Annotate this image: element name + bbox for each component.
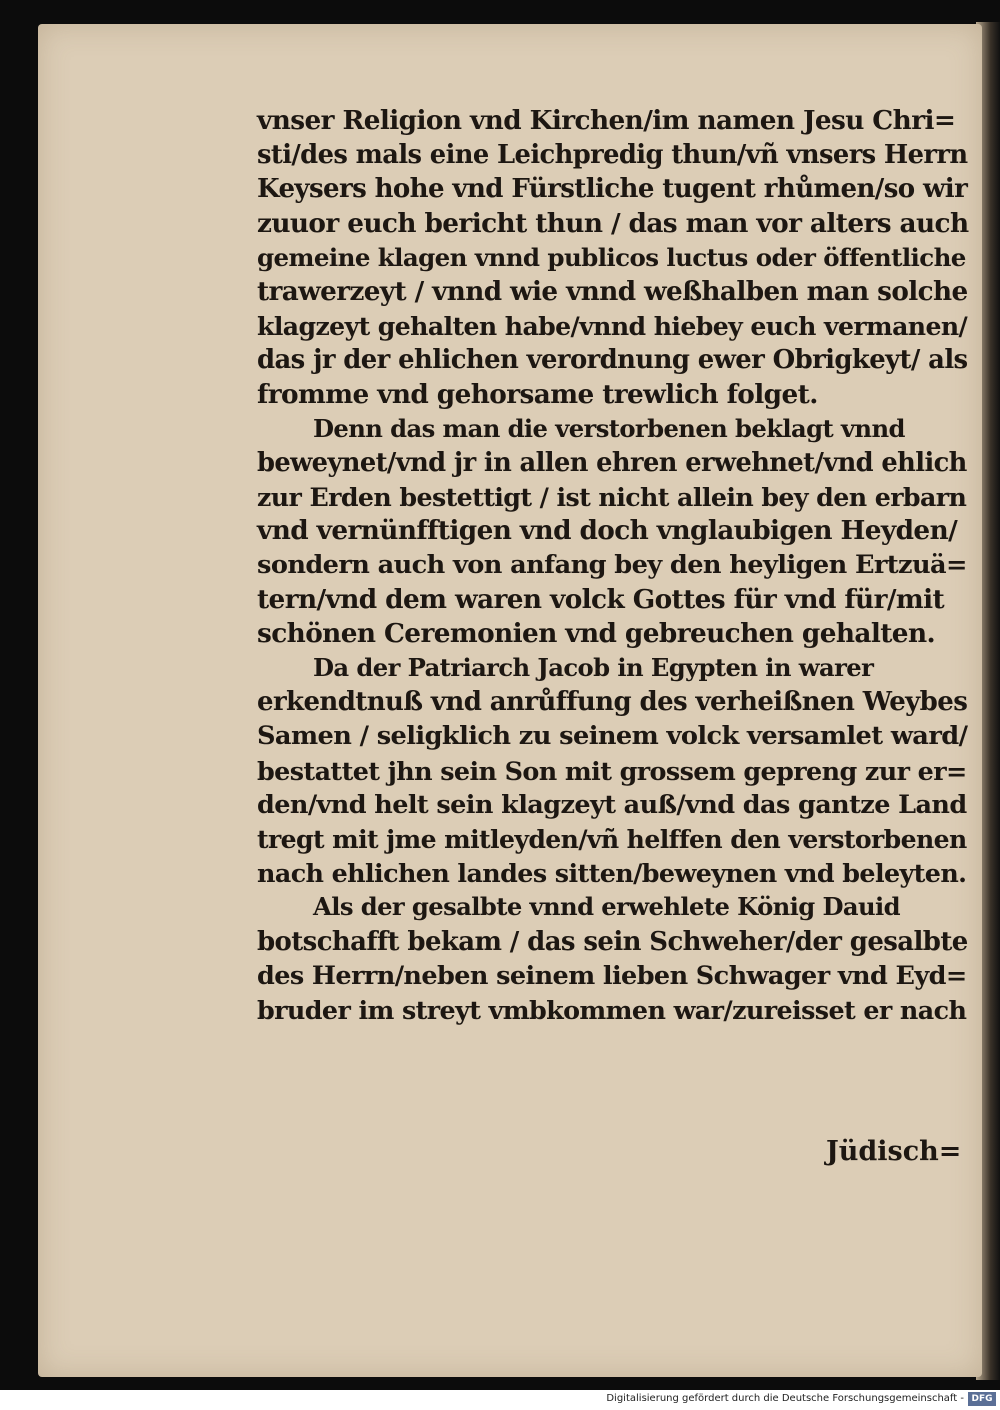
text-line: das jr der ehlichen verordnung ewer Obrigkeyt/ als	[257, 345, 968, 376]
text-line: botschafft bekam / das sein Schweher/der gesalbte	[257, 926, 968, 957]
text-line: bestattet jhn sein Son mit grossem gepreng zur er=	[257, 755, 967, 786]
text-line: Denn das man die verstorbenen beklagt vnnd	[313, 413, 905, 443]
text-line: Samen / seligklich zu seinem volck versamlet ward/	[257, 721, 968, 752]
page-text	[257, 104, 987, 1027]
text-line: trawerzeyt / vnnd wie vnnd weßhalben man solche	[257, 275, 968, 307]
text-line: zuuor euch bericht thun / das man vor alters auch	[257, 207, 969, 239]
text-line: klagzeyt gehalten habe/vnnd hiebey euch vermanen/	[257, 311, 968, 342]
text-line: bruder im streyt vmbkommen war/zureisset er nach	[257, 994, 967, 1025]
text-line: fromme vnd gehorsame trewlich folget.	[257, 378, 818, 410]
dfg-logo: DFG	[968, 1392, 996, 1406]
text-line: erkendtnuß vnd anrůffung des verheißnen Weybes	[257, 687, 968, 718]
text-line: Da der Patriarch Jacob in Egypten in warer	[313, 653, 874, 682]
text-line: nach ehlichen landes sitten/beweynen vnd beleyten.	[257, 858, 967, 889]
text-line: des Herrn/neben seinem lieben Schwager vnd Eyd=	[257, 960, 967, 991]
text-line: beweynet/vnd jr in allen ehren erwehnet/vnd ehlich	[257, 447, 967, 478]
text-line: vnser Religion vnd Kirchen/im namen Jesu Chri=	[257, 105, 956, 136]
footer-bar	[0, 1390, 1000, 1410]
text-line: den/vnd helt sein klagzeyt auß/vnd das gantze Land	[257, 789, 967, 820]
funding-credit: Digitalisierung gefördert durch die Deutsche Forschungsgemeinschaft -	[606, 1393, 964, 1404]
text-line: tregt mit jme mitleyden/vñ helffen den verstorbenen	[257, 823, 967, 854]
text-line: tern/vnd dem waren volck Gottes für vnd für/mit	[257, 583, 945, 615]
text-line: Keysers hohe vnd Fürstliche tugent rhůmen/so wir	[257, 174, 968, 205]
text-line: Als der gesalbte vnnd erwehlete König Dauid	[313, 892, 901, 922]
text-line: sondern auch von anfang bey den heyligen Ertzuä=	[257, 550, 967, 581]
catchword: Jüdisch=	[826, 1136, 962, 1167]
text-line: gemeine klagen vnnd publicos luctus oder öffentliche	[257, 242, 966, 272]
text-line: sti/des mals eine Leichpredig thun/vñ vnsers Herrn	[257, 140, 968, 171]
text-line: vnd vernünfftigen vnd doch vnglaubigen Heyden/	[257, 515, 958, 547]
text-line: zur Erden bestettigt / ist nicht allein bey den erbarn	[257, 482, 967, 513]
text-line: schönen Ceremonien vnd gebreuchen gehalten.	[257, 617, 936, 649]
